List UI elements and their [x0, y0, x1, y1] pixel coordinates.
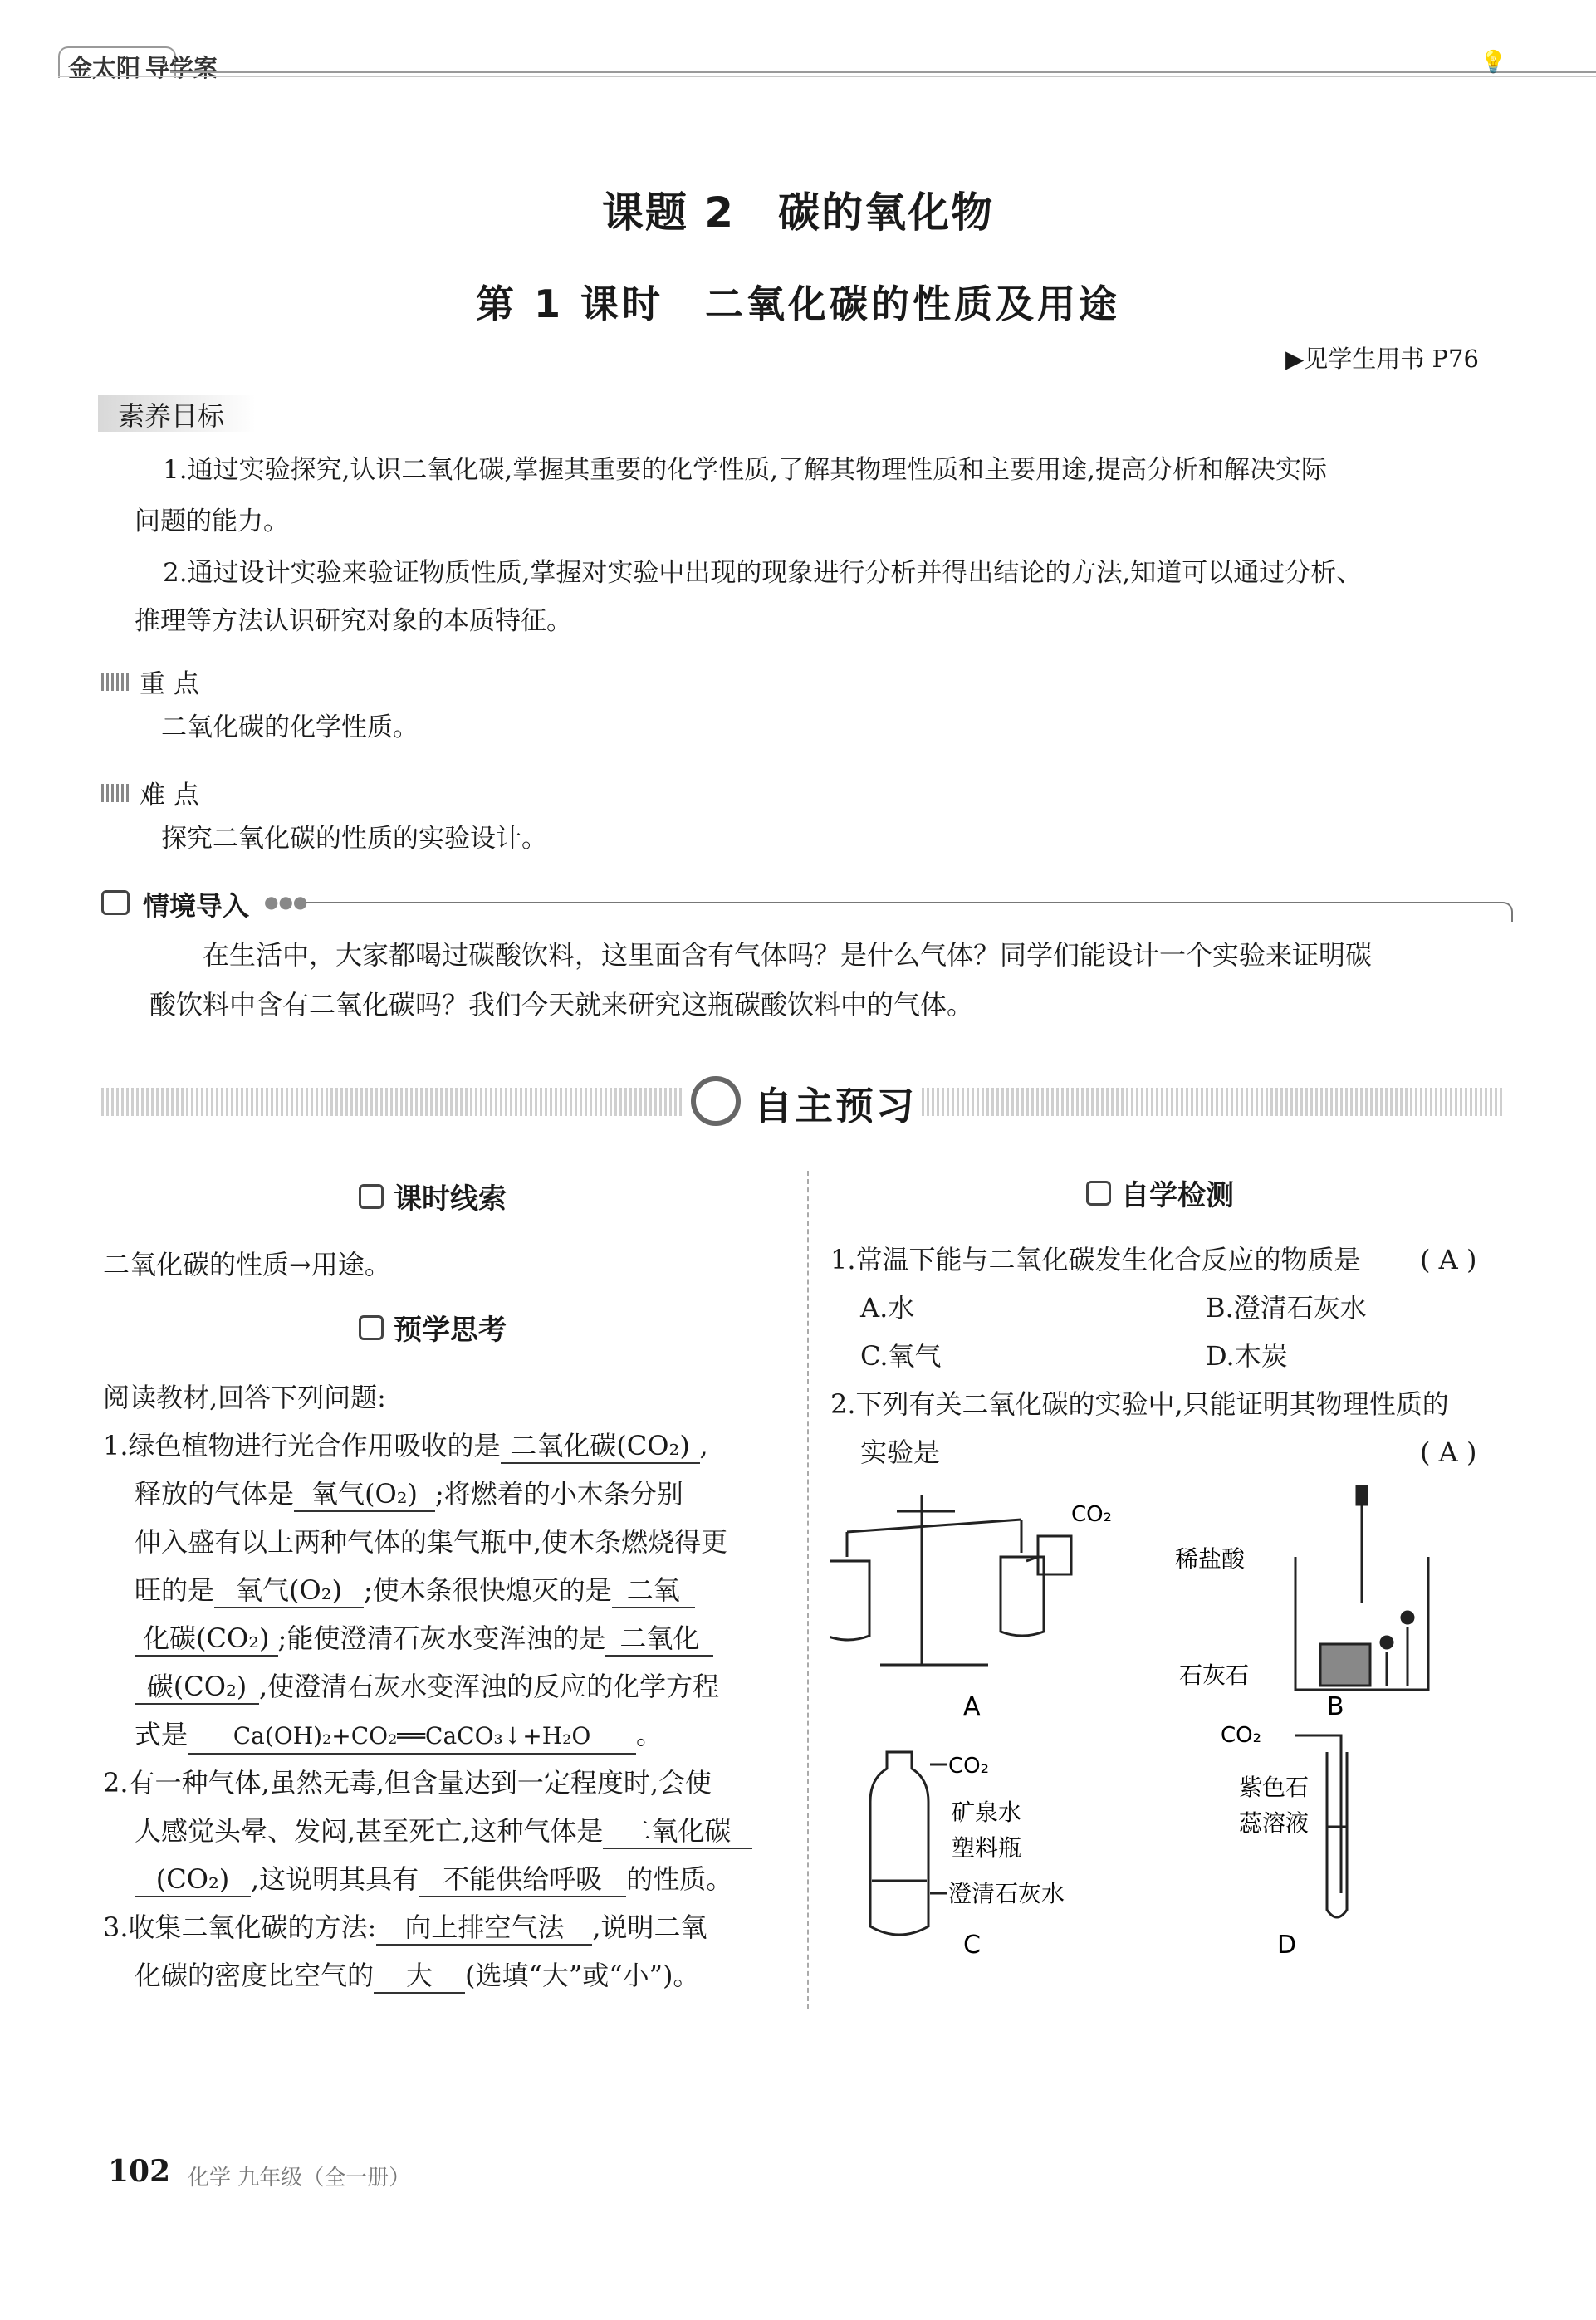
key-label: 重 点 — [140, 669, 199, 699]
goal-2-line-b: 推理等方法认识研究对象的本质特征。 — [135, 606, 572, 636]
q1-answer-4a: 二氧 — [612, 1574, 695, 1608]
q3-text-1-end: ,说明二氧 — [592, 1911, 707, 1943]
figure-a-letter: A — [963, 1692, 981, 1721]
q1-line-4 — [135, 1566, 695, 1614]
goal-2-line-a: 2.通过设计实验来验证物质性质,掌握对实验中出现的现象进行分析并得出结论的方法,知道可以通过分析、 — [163, 558, 1363, 588]
q1-answer-4b: 化碳(CO₂) — [135, 1622, 278, 1657]
figure-d-letter: D — [1277, 1931, 1297, 1960]
goal-1-line-b: 问题的能力。 — [135, 507, 289, 536]
figure-d-co2-label: CO₂ — [1221, 1723, 1262, 1748]
figure-b-acid-label: 稀盐酸 — [1175, 1545, 1246, 1573]
goal-1-line-a: 1.通过实验探究,认识二氧化碳,掌握其重要的化学性质,了解其物理性质和主要用途,提高分析和解决实际 — [163, 455, 1327, 485]
q3-answer-1: 向上排空气法 — [376, 1911, 592, 1946]
check-q1-option-d: D.木炭 — [1206, 1340, 1288, 1372]
q1-answer-2: 氧气(O₂) — [294, 1477, 435, 1512]
q2-text-2: 人感觉头晕、发闷,甚至死亡,这种气体是 — [135, 1815, 604, 1847]
figure-c-bottle-label: 塑料瓶 — [952, 1834, 1022, 1862]
check-q2-answer: ( A ) — [1420, 1437, 1477, 1468]
check-q1-answer: ( A ) — [1420, 1244, 1477, 1275]
q1-answer-1: 二氧化碳(CO₂) — [501, 1429, 700, 1464]
brand-text: 金太阳 — [68, 54, 141, 82]
q2-answer-1b: (CO₂) — [135, 1862, 251, 1897]
check-icon — [1086, 1181, 1111, 1206]
banner-left-bar — [101, 1088, 683, 1116]
q1-line-1 — [103, 1422, 708, 1470]
q1-line-2 — [135, 1470, 683, 1518]
q2-text-3-mid: ,这说明其具有 — [251, 1863, 419, 1895]
column-divider — [807, 1171, 809, 2009]
q1-text-6-mid: ,使澄清石灰水变浑浊的反应的化学方程 — [259, 1671, 720, 1702]
clue-text: 二氧化碳的性质→用途。 — [103, 1249, 391, 1280]
q3-text-2-end: (选填“大”或“小”)。 — [465, 1960, 700, 1991]
intro-line-2: 酸饮料中含有二氧化碳吗？我们今天就来研究这瓶碳酸饮料中的气体。 — [149, 989, 974, 1021]
q1-text-4: 旺的是 — [135, 1574, 215, 1606]
q1-text-5-mid: ;能使澄清石灰水变浑浊的是 — [277, 1623, 606, 1654]
figure-a-co2-label: CO₂ — [1071, 1502, 1113, 1527]
figure-c-bottle — [870, 1752, 947, 1935]
q2-line-3 — [135, 1855, 732, 1903]
series-text: 导学案 — [145, 54, 218, 82]
key-marker-icon — [101, 673, 131, 691]
q1-text-1-end: , — [699, 1430, 708, 1461]
q3-line-1 — [103, 1903, 707, 1951]
header-rule-thin — [58, 76, 1596, 77]
page-title: 课题 2 碳的氧化物 — [601, 188, 995, 237]
intro-label: 情境导入 — [143, 890, 250, 922]
q1-text-4-mid: ;使木条很快熄灭的是 — [364, 1574, 612, 1606]
q2-line-2 — [135, 1807, 752, 1855]
clue-label: 课时线索 — [394, 1182, 507, 1216]
q3-answer-2: 大 — [374, 1959, 465, 1994]
page-number: 102 — [108, 2154, 171, 2189]
read-instruction: 阅读教材,回答下列问题: — [103, 1382, 386, 1413]
figure-a-balance — [830, 1495, 1071, 1665]
q2-answer-1a: 二氧化碳 — [603, 1814, 752, 1849]
think-icon — [359, 1315, 384, 1340]
q1-line-5 — [135, 1614, 713, 1662]
figure-c-co2-label: CO₂ — [948, 1754, 990, 1779]
q2-line-1: 2.有一种气体,虽然无毒,但含量达到一定程度时,会使 — [103, 1767, 712, 1799]
key-text: 二氧化碳的化学性质。 — [161, 712, 419, 742]
figure-c-letter: C — [963, 1931, 981, 1960]
figure-d-litmus-line-1: 紫色石 — [1239, 1774, 1310, 1801]
q1-answer-5b: 碳(CO₂) — [135, 1670, 259, 1705]
header-rule — [170, 71, 1596, 73]
check-q1: 1.常温下能与二氧化碳发生化合反应的物质是 — [830, 1244, 1361, 1275]
figure-b-stone-label: 石灰石 — [1179, 1662, 1250, 1689]
goals-label: 素养目标 — [118, 400, 225, 432]
header-brand — [68, 50, 218, 84]
intro-chat-icon — [101, 890, 130, 915]
q1-answer-3: 氧气(O₂) — [214, 1574, 364, 1608]
book-reference: ▶见学生用书 P76 — [1285, 345, 1479, 373]
q2-answer-2: 不能供给呼吸 — [419, 1862, 626, 1897]
check-q2-line-2: 实验是 — [860, 1437, 941, 1468]
check-q1-option-a: A.水 — [860, 1292, 915, 1324]
page-subtitle: 第 1 课时 二氧化碳的性质及用途 — [475, 281, 1121, 326]
q1-line-3: 伸入盛有以上两种气体的集气瓶中,使木条燃烧得更 — [135, 1526, 728, 1558]
intro-line-1: 在生活中，大家都喝过碳酸饮料，这里面含有气体吗？是什么气体？同学们能设计一个实验来证明碳 — [203, 939, 1373, 971]
figure-b-letter: B — [1327, 1692, 1344, 1721]
check-label: 自学检测 — [1121, 1179, 1234, 1212]
bulb-icon: 💡 — [1480, 50, 1507, 75]
q1-line-6 — [135, 1662, 719, 1711]
difficulty-marker-icon — [101, 784, 131, 802]
banner-right-bar — [922, 1088, 1503, 1116]
q3-line-2 — [135, 1951, 699, 1999]
intro-rule — [297, 902, 1513, 922]
think-label: 预学思考 — [394, 1314, 507, 1347]
q3-text-1: 3.收集二氧化碳的方法: — [103, 1911, 377, 1943]
q1-answer-6: Ca(OH)₂+CO₂══CaCO₃↓+H₂O — [188, 1720, 636, 1755]
figure-c-lime-label: 澄清石灰水 — [948, 1880, 1065, 1907]
intro-dots: ●●● — [264, 892, 308, 912]
figure-b-beaker — [1295, 1486, 1428, 1690]
q3-text-2: 化碳的密度比空气的 — [135, 1960, 375, 1991]
check-q2-line-1: 2.下列有关二氧化碳的实验中,只能证明其物理性质的 — [830, 1388, 1449, 1420]
q1-text-7: 式是 — [135, 1719, 188, 1750]
q1-answer-5a: 二氧化 — [605, 1622, 713, 1657]
q1-text-1: 1.绿色植物进行光合作用吸收的是 — [103, 1430, 501, 1461]
banner-circle-icon — [691, 1076, 741, 1126]
q1-text-2-end: ;将燃着的小木条分别 — [435, 1478, 683, 1510]
check-q1-option-c: C.氧气 — [860, 1340, 942, 1372]
q1-text-2: 释放的气体是 — [135, 1478, 295, 1510]
difficulty-text: 探究二氧化碳的性质的实验设计。 — [161, 824, 547, 854]
section-title: 自主预习 — [754, 1084, 917, 1128]
experiment-figures — [830, 1478, 1545, 1976]
footer-subject: 化学 九年级（全一册） — [188, 2166, 411, 2190]
q1-text-7-end: 。 — [636, 1719, 663, 1750]
figure-c-water-label: 矿泉水 — [952, 1799, 1022, 1826]
check-q1-option-b: B.澄清石灰水 — [1206, 1292, 1367, 1324]
figure-d-litmus-line-2: 蕊溶液 — [1239, 1809, 1310, 1837]
difficulty-label: 难 点 — [140, 781, 199, 810]
q1-line-7 — [135, 1711, 663, 1759]
clue-icon — [359, 1184, 384, 1209]
q2-text-3-end: 的性质。 — [626, 1863, 733, 1895]
